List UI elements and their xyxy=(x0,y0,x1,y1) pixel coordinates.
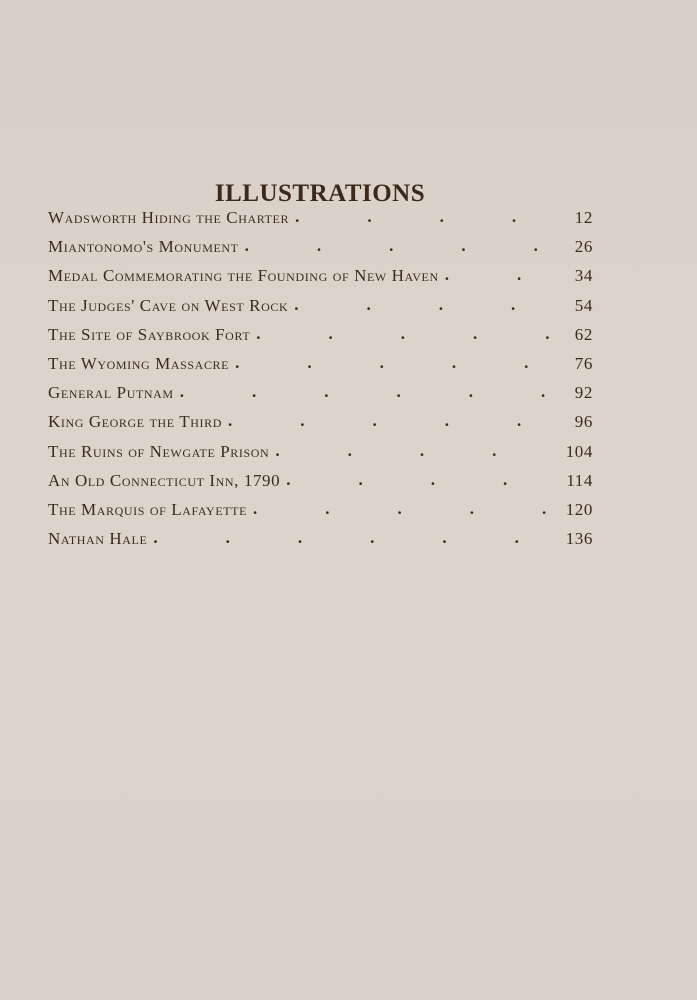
dot-leader xyxy=(256,324,553,344)
list-item xyxy=(48,296,593,325)
illustrations-list xyxy=(48,208,593,558)
page-number: 104 xyxy=(565,441,593,461)
illustration-title: The Judges' Cave on West Rock xyxy=(48,295,289,315)
page-number: 96 xyxy=(574,412,593,432)
list-item xyxy=(48,529,593,558)
list-item xyxy=(48,383,593,412)
list-item xyxy=(48,471,593,500)
dot-leader xyxy=(228,411,553,431)
list-item xyxy=(48,208,593,237)
dot-leader xyxy=(235,353,553,373)
list-item xyxy=(48,266,593,295)
illustration-title: Medal Commemorating the Founding of New Haven xyxy=(48,266,439,286)
page-title: ILLUSTRATIONS xyxy=(214,179,426,207)
page-number: 54 xyxy=(574,295,593,315)
page-number: 34 xyxy=(574,266,593,286)
dot-leader xyxy=(153,528,553,548)
page-number: 62 xyxy=(574,324,593,344)
page-number: 92 xyxy=(574,383,593,403)
illustration-title: King George the Third xyxy=(48,412,222,432)
page-number: 12 xyxy=(574,208,593,227)
dot-leader xyxy=(245,236,553,256)
list-item xyxy=(48,354,593,383)
illustration-title: Wadsworth Hiding the Charter xyxy=(48,208,290,227)
dot-leader xyxy=(275,441,553,461)
illustration-title: The Ruins of Newgate Prison xyxy=(48,441,270,461)
illustration-title: The Wyoming Massacre xyxy=(48,353,230,373)
illustration-title: The Marquis of Lafayette xyxy=(48,499,248,519)
illustration-title: An Old Connecticut Inn, 1790 xyxy=(48,470,281,490)
dot-leader xyxy=(445,265,553,285)
dot-leader xyxy=(294,295,553,315)
illustration-title: The Site of Saybrook Fort xyxy=(48,324,251,344)
page-number: 76 xyxy=(574,353,593,373)
dot-leader xyxy=(253,499,553,519)
illustration-title: General Putnam xyxy=(48,383,174,403)
dot-leader xyxy=(295,207,553,227)
list-item xyxy=(48,412,593,441)
dot-leader xyxy=(286,470,553,490)
page-number: 114 xyxy=(566,470,593,490)
page-number: 136 xyxy=(565,529,593,549)
dot-leader xyxy=(180,382,553,402)
list-item xyxy=(48,500,593,529)
illustration-title: Miantonomo's Monument xyxy=(48,237,239,257)
illustration-title: Nathan Hale xyxy=(48,529,148,549)
page-number: 120 xyxy=(565,499,593,519)
list-item xyxy=(48,325,593,354)
list-item xyxy=(48,237,593,266)
list-item xyxy=(48,442,593,471)
page-number: 26 xyxy=(574,237,593,257)
